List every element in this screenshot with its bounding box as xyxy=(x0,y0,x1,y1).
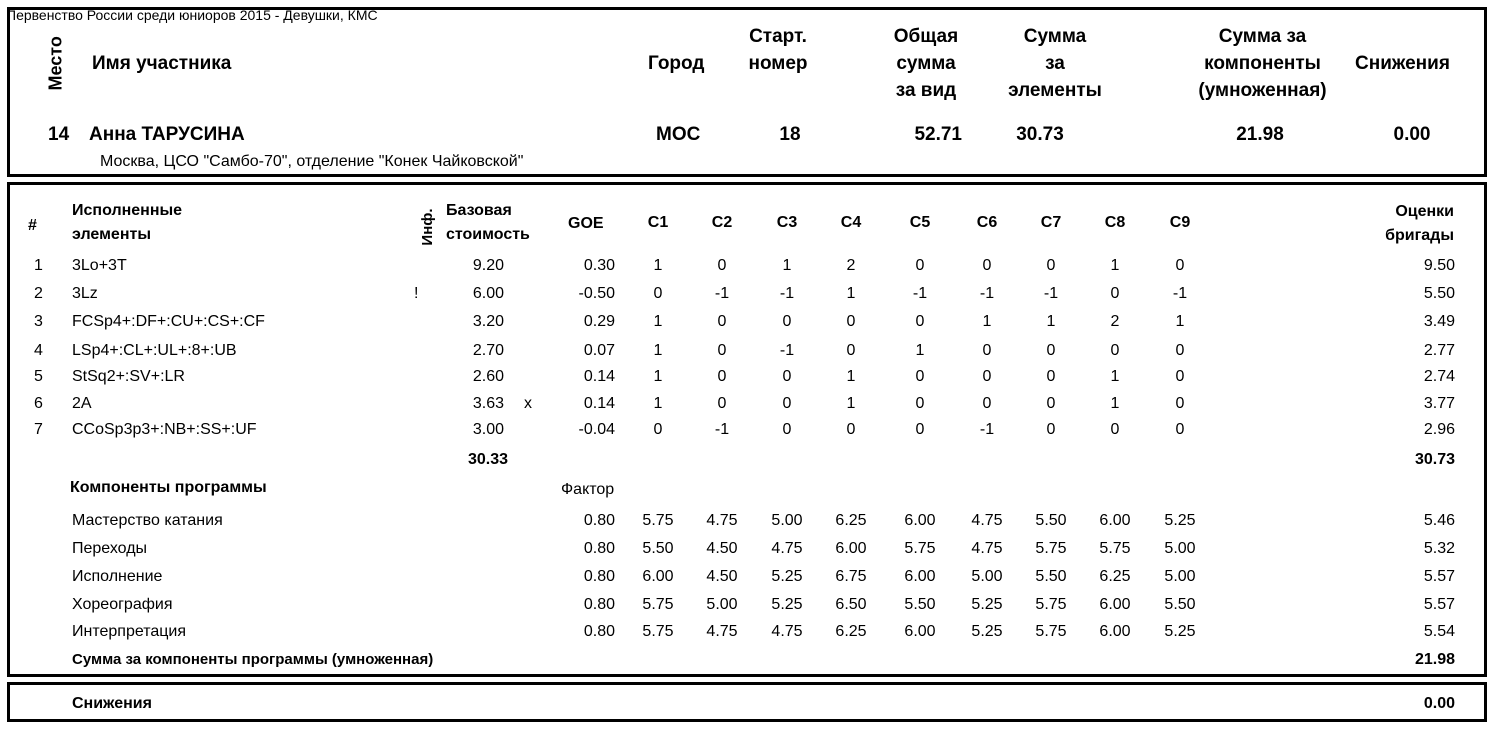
element-goe: 0.30 xyxy=(583,257,615,274)
element-name: 2A xyxy=(72,395,92,412)
component-judge-score: 5.25 xyxy=(771,596,803,613)
judge-header-1: C1 xyxy=(647,214,669,231)
element-judge-score: 1 xyxy=(982,313,992,330)
component-judge-score: 5.25 xyxy=(971,623,1003,640)
component-judge-score: 6.00 xyxy=(1099,623,1131,640)
component-judge-score: 6.00 xyxy=(904,512,936,529)
element-judge-score: 0 xyxy=(1175,342,1185,359)
component-judge-score: 6.00 xyxy=(904,623,936,640)
element-num: 6 xyxy=(34,395,43,412)
component-judge-score: 4.75 xyxy=(971,540,1003,557)
element-judge-score: -1 xyxy=(1172,285,1188,302)
athlete-total: 52.71 xyxy=(914,124,962,145)
col-executed-header: Исполненные элементы xyxy=(72,202,183,243)
element-goe: 0.14 xyxy=(583,368,615,385)
element-judge-score: 0 xyxy=(1175,395,1185,412)
element-num: 7 xyxy=(34,421,43,438)
element-judge-score: 0 xyxy=(846,313,856,330)
judge-header-8: C8 xyxy=(1104,214,1126,231)
element-judge-score: 1 xyxy=(653,342,663,359)
component-judge-score: 4.50 xyxy=(706,540,738,557)
element-info: ! xyxy=(414,285,419,302)
element-judge-score: 0 xyxy=(846,342,856,359)
judge-header-4: C4 xyxy=(840,214,862,231)
component-panel-score: 5.54 xyxy=(1423,623,1455,640)
element-judge-score: 0 xyxy=(653,421,663,438)
element-judge-score: 0 xyxy=(717,257,727,274)
element-judge-score: 0 xyxy=(782,421,792,438)
element-panel-score: 9.50 xyxy=(1423,257,1455,274)
element-base: 6.00 xyxy=(472,285,504,302)
component-judge-score: 5.75 xyxy=(1035,596,1067,613)
components-title: Компоненты программы xyxy=(70,479,267,496)
component-factor: 0.80 xyxy=(583,540,615,557)
element-judge-score: -1 xyxy=(979,421,995,438)
component-judge-score: 5.75 xyxy=(642,512,674,529)
element-judge-score: 0 xyxy=(653,285,663,302)
component-judge-score: 6.25 xyxy=(835,623,867,640)
element-judge-score: 0 xyxy=(782,368,792,385)
component-judge-score: 6.75 xyxy=(835,568,867,585)
header-elements-sum: Сумма за элементы xyxy=(1008,26,1102,101)
elements-base-total: 30.33 xyxy=(467,451,508,468)
athlete-elements-sum: 30.73 xyxy=(1016,124,1064,145)
deductions-box xyxy=(7,682,1487,722)
element-judge-score: -1 xyxy=(714,421,730,438)
element-judge-score: 1 xyxy=(653,395,663,412)
element-judge-score: 1 xyxy=(1175,313,1185,330)
athlete-name: Анна ТАРУСИНА xyxy=(89,124,245,145)
element-judge-score: 0 xyxy=(1110,285,1120,302)
element-num: 3 xyxy=(34,313,43,330)
element-judge-score: 0 xyxy=(1046,257,1056,274)
element-judge-score: 0 xyxy=(1175,368,1185,385)
element-judge-score: 0 xyxy=(982,257,992,274)
component-judge-score: 6.25 xyxy=(1099,568,1131,585)
element-judge-score: -1 xyxy=(779,285,795,302)
element-judge-score: 0 xyxy=(982,342,992,359)
component-judge-score: 4.75 xyxy=(706,512,738,529)
element-judge-score: 1 xyxy=(653,257,663,274)
athlete-city: МОС xyxy=(656,124,701,145)
element-num: 5 xyxy=(34,368,43,385)
element-judge-score: 0 xyxy=(915,368,925,385)
element-judge-score: 1 xyxy=(846,368,856,385)
component-judge-score: 5.00 xyxy=(771,512,803,529)
header-city: Город xyxy=(648,53,705,74)
element-name: FCSp4+:DF+:CU+:CS+:CF xyxy=(72,313,265,330)
element-judge-score: 1 xyxy=(1110,368,1120,385)
component-judge-score: 5.50 xyxy=(1035,512,1067,529)
header-deductions: Снижения xyxy=(1355,53,1450,74)
element-judge-score: 0 xyxy=(717,313,727,330)
element-goe: -0.50 xyxy=(578,285,615,302)
col-info-header: Инф. xyxy=(419,208,436,246)
component-name: Переходы xyxy=(72,540,148,557)
element-judge-score: 1 xyxy=(653,313,663,330)
judge-header-5: C5 xyxy=(909,214,931,231)
athlete-components-sum: 21.98 xyxy=(1236,124,1284,145)
component-judge-score: 5.00 xyxy=(1164,540,1196,557)
element-judge-score: 0 xyxy=(782,313,792,330)
header-components-sum: Сумма за компоненты (умноженная) xyxy=(1198,26,1327,101)
element-panel-score: 3.77 xyxy=(1423,395,1455,412)
component-panel-score: 5.57 xyxy=(1423,568,1455,585)
component-judge-score: 5.00 xyxy=(706,596,738,613)
component-judge-score: 6.00 xyxy=(1099,596,1131,613)
element-goe: 0.29 xyxy=(583,313,615,330)
judge-header-3: C3 xyxy=(776,214,798,231)
element-name: 3Lz xyxy=(72,285,98,302)
element-judge-score: 2 xyxy=(1110,313,1120,330)
col-panel-header: Оценки бригады xyxy=(1385,203,1454,244)
athlete-deductions: 0.00 xyxy=(1393,124,1431,145)
component-panel-score: 5.32 xyxy=(1423,540,1455,557)
component-name: Мастерство катания xyxy=(72,512,223,529)
component-judge-score: 5.25 xyxy=(971,596,1003,613)
element-judge-score: 0 xyxy=(1110,421,1120,438)
element-panel-score: 2.74 xyxy=(1423,368,1455,385)
element-judge-score: 1 xyxy=(1110,257,1120,274)
athlete-place: 14 xyxy=(48,124,70,145)
component-judge-score: 5.25 xyxy=(1164,512,1196,529)
element-judge-score: -1 xyxy=(714,285,730,302)
element-panel-score: 2.96 xyxy=(1423,421,1455,438)
element-judge-score: -1 xyxy=(779,342,795,359)
element-judge-score: 0 xyxy=(982,395,992,412)
element-judge-score: -1 xyxy=(912,285,928,302)
element-judge-score: 0 xyxy=(915,395,925,412)
element-judge-score: 0 xyxy=(1175,421,1185,438)
component-judge-score: 5.75 xyxy=(1099,540,1131,557)
element-judge-score: 0 xyxy=(915,421,925,438)
component-judge-score: 6.00 xyxy=(1099,512,1131,529)
component-name: Хореография xyxy=(72,596,173,613)
component-judge-score: 6.25 xyxy=(835,512,867,529)
element-goe: -0.04 xyxy=(578,421,615,438)
component-factor: 0.80 xyxy=(583,623,615,640)
element-judge-score: 0 xyxy=(717,368,727,385)
element-num: 2 xyxy=(34,285,43,302)
component-name: Исполнение xyxy=(72,568,163,585)
component-judge-score: 4.75 xyxy=(971,512,1003,529)
athlete-start-number: 18 xyxy=(779,124,801,145)
component-judge-score: 4.75 xyxy=(771,623,803,640)
component-judge-score: 6.50 xyxy=(835,596,867,613)
component-judge-score: 5.75 xyxy=(1035,540,1067,557)
col-goe-header: GOE xyxy=(568,215,604,232)
element-name: StSq2+:SV+:LR xyxy=(72,368,185,385)
judge-header-2: C2 xyxy=(711,214,733,231)
component-judge-score: 4.75 xyxy=(771,540,803,557)
athlete-club: Москва, ЦСО "Самбо-70", отделение "Конек Чайковской" xyxy=(100,153,524,170)
element-judge-score: 0 xyxy=(717,342,727,359)
element-judge-score: 0 xyxy=(1175,257,1185,274)
element-goe: 0.14 xyxy=(583,395,615,412)
element-judge-score: -1 xyxy=(979,285,995,302)
element-judge-score: -1 xyxy=(1043,285,1059,302)
components-total-value: 21.98 xyxy=(1414,651,1455,668)
component-panel-score: 5.46 xyxy=(1423,512,1455,529)
component-judge-score: 5.50 xyxy=(1035,568,1067,585)
element-num: 1 xyxy=(34,257,43,274)
element-judge-score: 0 xyxy=(846,421,856,438)
element-judge-score: 1 xyxy=(1110,395,1120,412)
component-judge-score: 5.25 xyxy=(771,568,803,585)
component-judge-score: 6.00 xyxy=(642,568,674,585)
component-judge-score: 5.25 xyxy=(1164,623,1196,640)
component-judge-score: 6.00 xyxy=(835,540,867,557)
components-total-label: Сумма за компоненты программы (умноженная) xyxy=(72,651,434,668)
component-judge-score: 5.75 xyxy=(904,540,936,557)
element-judge-score: 0 xyxy=(782,395,792,412)
judge-header-9: C9 xyxy=(1169,214,1191,231)
element-name: LSp4+:CL+:UL+:8+:UB xyxy=(72,342,237,359)
judge-header-7: C7 xyxy=(1040,214,1062,231)
component-name: Интерпретация xyxy=(72,623,187,640)
header-start-number: Старт. номер xyxy=(748,26,808,74)
element-judge-score: 1 xyxy=(653,368,663,385)
judge-header-6: C6 xyxy=(976,214,998,231)
component-factor: 0.80 xyxy=(583,596,615,613)
component-judge-score: 5.75 xyxy=(642,623,674,640)
component-judge-score: 6.00 xyxy=(904,568,936,585)
element-judge-score: 2 xyxy=(846,257,856,274)
element-base: 2.70 xyxy=(472,342,504,359)
elements-panel-total: 30.73 xyxy=(1414,451,1455,468)
element-goe: 0.07 xyxy=(583,342,615,359)
col-num-header: # xyxy=(28,217,37,234)
element-judge-score: 0 xyxy=(1046,395,1056,412)
element-judge-score: 1 xyxy=(1046,313,1056,330)
factor-header: Фактор xyxy=(561,481,615,498)
element-judge-score: 0 xyxy=(915,257,925,274)
component-judge-score: 5.50 xyxy=(1164,596,1196,613)
component-judge-score: 4.50 xyxy=(706,568,738,585)
deductions-label: Снижения xyxy=(72,695,152,712)
element-judge-score: 0 xyxy=(1046,368,1056,385)
component-panel-score: 5.57 xyxy=(1423,596,1455,613)
element-judge-score: 1 xyxy=(915,342,925,359)
component-judge-score: 5.75 xyxy=(1035,623,1067,640)
element-x-mark: x xyxy=(524,395,532,412)
deductions-value: 0.00 xyxy=(1423,695,1455,712)
component-judge-score: 5.00 xyxy=(971,568,1003,585)
element-judge-score: 0 xyxy=(1110,342,1120,359)
element-panel-score: 5.50 xyxy=(1423,285,1455,302)
element-judge-score: 0 xyxy=(1046,342,1056,359)
component-judge-score: 5.50 xyxy=(904,596,936,613)
component-factor: 0.80 xyxy=(583,512,615,529)
component-judge-score: 5.00 xyxy=(1164,568,1196,585)
element-base: 3.20 xyxy=(472,313,504,330)
element-panel-score: 2.77 xyxy=(1423,342,1455,359)
header-total: Общая сумма за вид xyxy=(893,26,959,101)
element-judge-score: 1 xyxy=(782,257,792,274)
element-panel-score: 3.49 xyxy=(1423,313,1455,330)
element-num: 4 xyxy=(34,342,43,359)
header-name: Имя участника xyxy=(92,53,232,74)
element-base: 3.00 xyxy=(472,421,504,438)
col-base-header: Базовая стоимость xyxy=(446,202,530,243)
element-name: 3Lo+3T xyxy=(72,257,127,274)
element-judge-score: 1 xyxy=(846,285,856,302)
event-title: Первенство России среди юниоров 2015 - Девушки, КМС xyxy=(6,7,378,23)
element-judge-score: 0 xyxy=(982,368,992,385)
element-base: 3.63 xyxy=(472,395,504,412)
element-name: CCoSp3p3+:NB+:SS+:UF xyxy=(72,421,257,438)
element-judge-score: 1 xyxy=(846,395,856,412)
element-judge-score: 0 xyxy=(1046,421,1056,438)
header-place: Место xyxy=(45,36,66,91)
component-judge-score: 5.50 xyxy=(642,540,674,557)
component-factor: 0.80 xyxy=(583,568,615,585)
element-judge-score: 0 xyxy=(915,313,925,330)
element-base: 9.20 xyxy=(472,257,504,274)
element-judge-score: 0 xyxy=(717,395,727,412)
component-judge-score: 5.75 xyxy=(642,596,674,613)
element-base: 2.60 xyxy=(472,368,504,385)
component-judge-score: 4.75 xyxy=(706,623,738,640)
